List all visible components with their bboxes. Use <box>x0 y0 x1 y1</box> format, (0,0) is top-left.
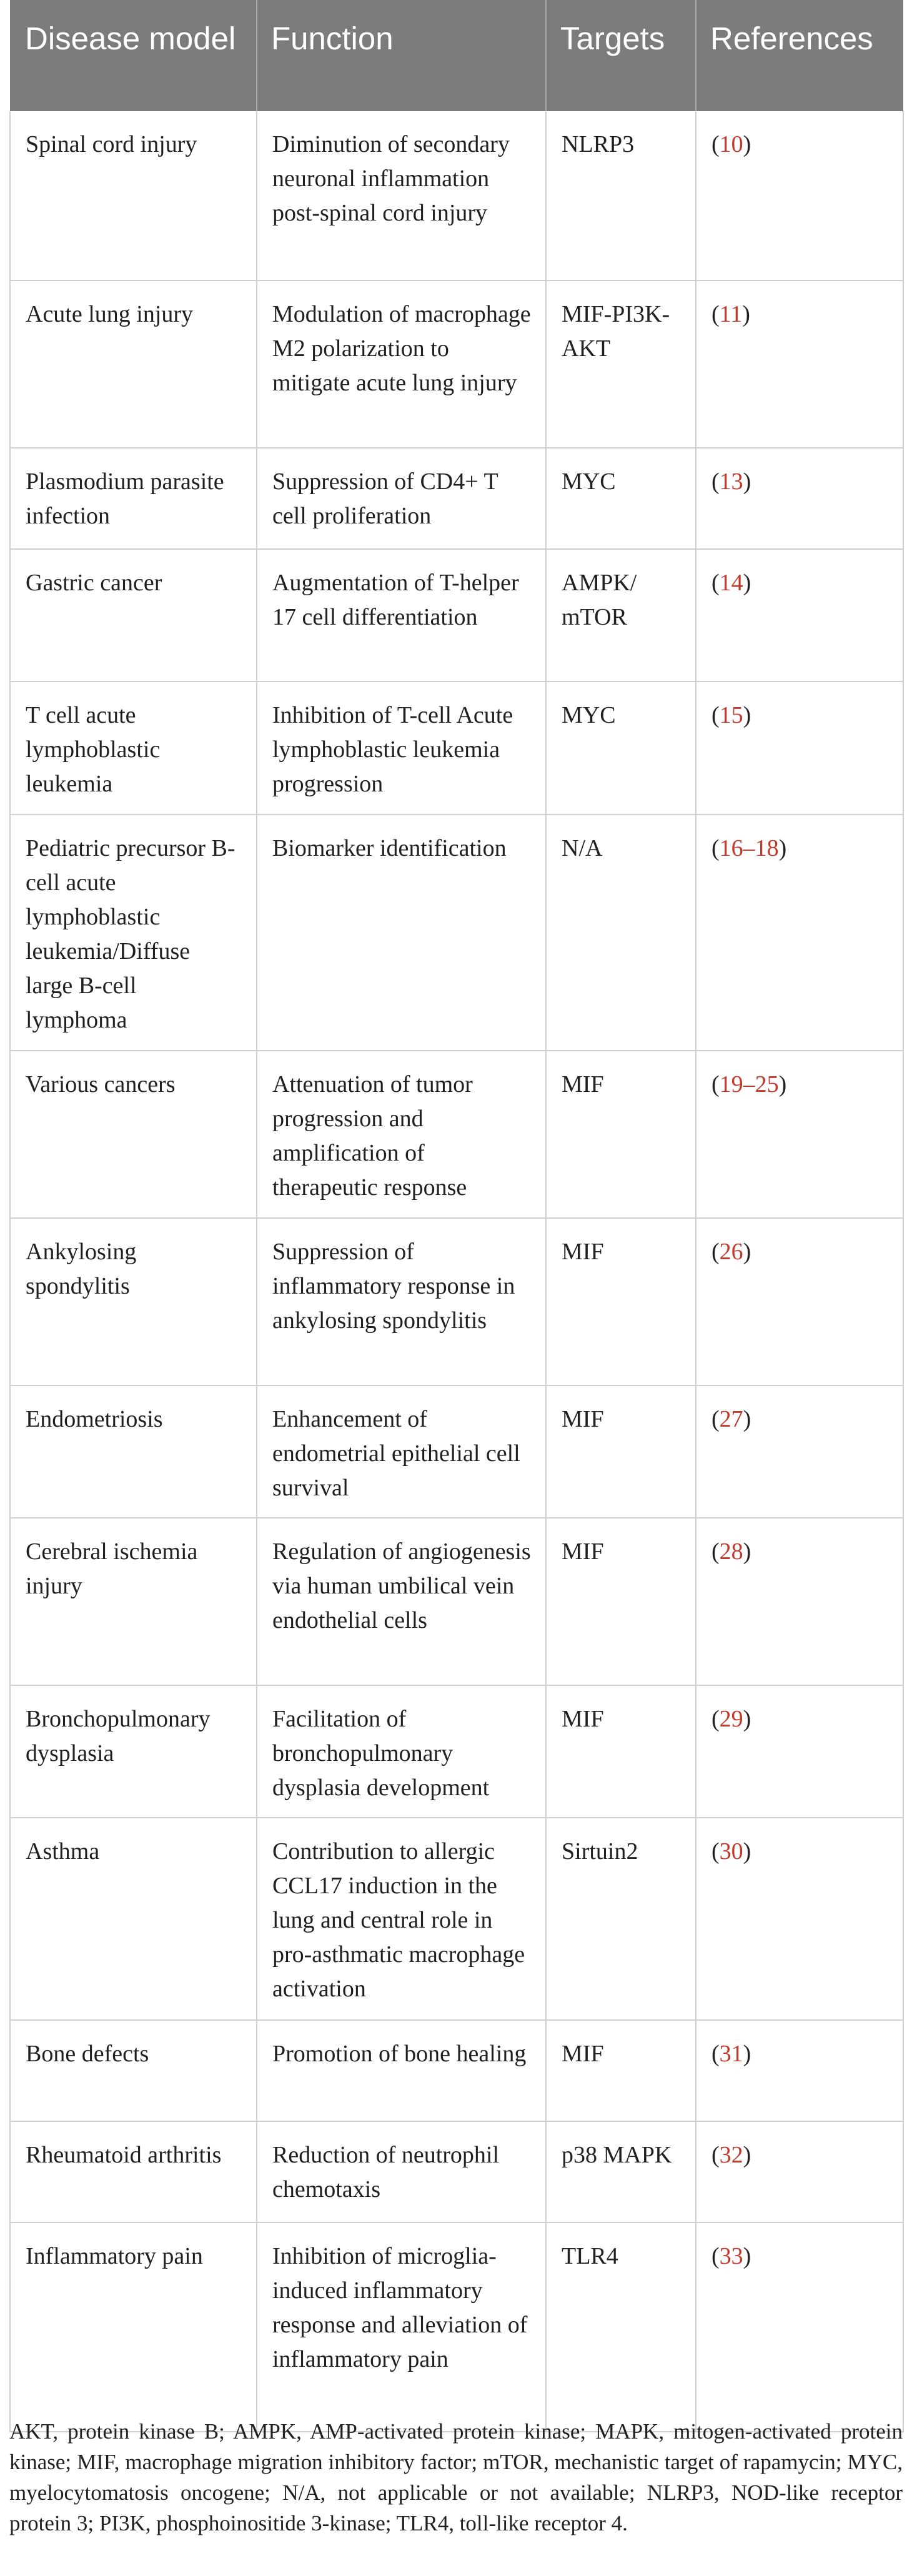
targets-cell: AMPK/ mTOR <box>546 549 696 681</box>
function-cell: Diminution of secondary neuronal inflammation post-spinal cord injury <box>257 111 546 280</box>
table-header <box>10 0 903 111</box>
table-row <box>10 1385 903 1518</box>
disease-cell: Bone defects <box>10 2020 257 2121</box>
references-cell: (11) <box>696 280 903 448</box>
targets-cell: N/A <box>546 815 696 1051</box>
table-row <box>10 2222 903 2432</box>
table-row <box>10 1218 903 1385</box>
disease-cell: Cerebral ischemia injury <box>10 1518 257 1685</box>
reference-link[interactable]: 11 <box>719 301 743 327</box>
targets-cell: NLRP3 <box>546 111 696 280</box>
references-cell: (19–25) <box>696 1051 903 1218</box>
table-row <box>10 2020 903 2121</box>
table-row <box>10 1518 903 1685</box>
table-row <box>10 1051 903 1218</box>
table-row <box>10 111 903 280</box>
reference-link[interactable]: 19–25 <box>719 1071 779 1097</box>
references-cell: (15) <box>696 681 903 815</box>
table-row <box>10 815 903 1051</box>
header-targets: Targets <box>546 0 696 111</box>
disease-model-table <box>9 0 904 2432</box>
disease-cell: Pediatric precursor B-cell acute lymphoblastic leukemia/Diffuse large B-cell lymphoma <box>10 815 257 1051</box>
targets-cell: MIF <box>546 1518 696 1685</box>
references-cell: (33) <box>696 2222 903 2432</box>
reference-link[interactable]: 27 <box>719 1406 743 1432</box>
function-cell: Biomarker identification <box>257 815 546 1051</box>
disease-cell: Spinal cord injury <box>10 111 257 280</box>
disease-cell: Various cancers <box>10 1051 257 1218</box>
function-cell: Suppression of inflammatory response in ankylosing spondylitis <box>257 1218 546 1385</box>
references-cell: (14) <box>696 549 903 681</box>
references-cell: (29) <box>696 1685 903 1818</box>
targets-cell: MYC <box>546 681 696 815</box>
table-row <box>10 448 903 549</box>
references-cell: (27) <box>696 1385 903 1518</box>
reference-link[interactable]: 31 <box>719 2041 743 2067</box>
reference-link[interactable]: 15 <box>719 702 743 728</box>
table-row <box>10 2121 903 2222</box>
table-footnote: AKT, protein kinase B; AMPK, AMP-activated protein kinase; MAPK, mitogen-activated protein kinase; MIF, macrophage migration inhibitory factor; mTOR, mechanistic target of rapamycin; MYC, myelocytomatosis oncogene; N/A, not applicable or not available; NLRP3, NOD-like receptor protein 3; PI3K, phosphoinositide 3-kinase; TLR4, toll-like receptor 4. <box>9 2419 903 2535</box>
header-disease-model: Disease model <box>25 21 236 56</box>
disease-cell: Inflammatory pain <box>10 2222 257 2432</box>
function-cell: Attenuation of tumor progression and amplification of therapeutic response <box>257 1051 546 1218</box>
references-cell: (30) <box>696 1818 903 2020</box>
disease-cell: Plasmodium parasite infection <box>10 448 257 549</box>
targets-cell: MIF <box>546 1051 696 1218</box>
disease-cell: Gastric cancer <box>10 549 257 681</box>
function-cell: Suppression of CD4+ T cell proliferation <box>257 448 546 549</box>
function-cell: Inhibition of microglia-induced inflammatory response and alleviation of inflammatory pain <box>257 2222 546 2432</box>
header-function: Function <box>257 0 546 111</box>
header-references: References <box>696 0 903 111</box>
reference-link[interactable]: 33 <box>719 2243 743 2269</box>
function-cell: Modulation of macrophage M2 polarization to mitigate acute lung injury <box>257 280 546 448</box>
references-cell: (13) <box>696 448 903 549</box>
function-cell: Enhancement of endometrial epithelial cell survival <box>257 1385 546 1518</box>
targets-cell: MYC <box>546 448 696 549</box>
reference-link[interactable]: 30 <box>719 1838 743 1865</box>
reference-link[interactable]: 32 <box>719 2142 743 2168</box>
reference-link[interactable]: 28 <box>719 1538 743 1565</box>
table-body <box>10 111 903 2432</box>
references-cell: (32) <box>696 2121 903 2222</box>
references-cell: (28) <box>696 1518 903 1685</box>
function-cell: Promotion of bone healing <box>257 2020 546 2121</box>
targets-cell: TLR4 <box>546 2222 696 2432</box>
disease-cell: Acute lung injury <box>10 280 257 448</box>
targets-cell: MIF-PI3K-AKT <box>546 280 696 448</box>
table-row <box>10 681 903 815</box>
disease-cell: Bronchopulmonary dysplasia <box>10 1685 257 1818</box>
disease-cell: Ankylosing spondylitis <box>10 1218 257 1385</box>
disease-cell: Endometriosis <box>10 1385 257 1518</box>
function-cell: Reduction of neutrophil chemotaxis <box>257 2121 546 2222</box>
function-cell: Inhibition of T-cell Acute lymphoblastic leukemia progression <box>257 681 546 815</box>
references-cell: (26) <box>696 1218 903 1385</box>
table-row <box>10 549 903 681</box>
targets-cell: MIF <box>546 1218 696 1385</box>
reference-link[interactable]: 29 <box>719 1706 743 1732</box>
disease-cell: T cell acute lymphoblastic leukemia <box>10 681 257 815</box>
table-row <box>10 1685 903 1818</box>
function-cell: Contribution to allergic CCL17 induction in the lung and central role in pro-asthmatic macrophage activation <box>257 1818 546 2020</box>
targets-cell: MIF <box>546 1685 696 1818</box>
table-row <box>10 1818 903 2020</box>
reference-link[interactable]: 16–18 <box>719 835 779 861</box>
table-row <box>10 280 903 448</box>
targets-cell: Sirtuin2 <box>546 1818 696 2020</box>
reference-link[interactable]: 10 <box>719 131 743 157</box>
reference-link[interactable]: 26 <box>719 1239 743 1265</box>
function-cell: Regulation of angiogenesis via human umbilical vein endothelial cells <box>257 1518 546 1685</box>
targets-cell: MIF <box>546 2020 696 2121</box>
reference-link[interactable]: 13 <box>719 468 743 495</box>
disease-cell: Asthma <box>10 1818 257 2020</box>
references-cell: (16–18) <box>696 815 903 1051</box>
reference-link[interactable]: 14 <box>719 570 743 596</box>
function-cell: Augmentation of T-helper 17 cell differentiation <box>257 549 546 681</box>
header-row <box>10 0 903 111</box>
disease-cell: Rheumatoid arthritis <box>10 2121 257 2222</box>
references-cell: (31) <box>696 2020 903 2121</box>
targets-cell: p38 MAPK <box>546 2121 696 2222</box>
function-cell: Facilitation of bronchopulmonary dysplasia development <box>257 1685 546 1818</box>
targets-cell: MIF <box>546 1385 696 1518</box>
references-cell: (10) <box>696 111 903 280</box>
